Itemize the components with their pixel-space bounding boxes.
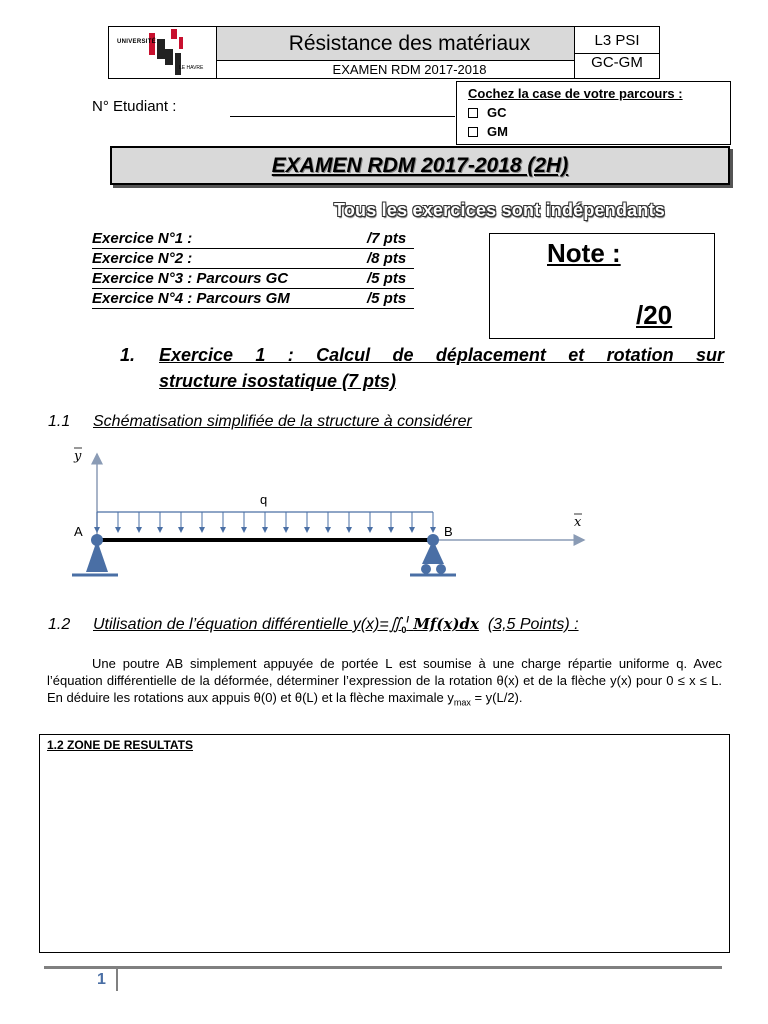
roller-b-2 [436,564,446,574]
exercise-points: /7 pts [367,230,407,247]
logo-text-university: UNIVERSITÉ [117,39,157,45]
footer-separator [116,968,118,991]
exercise-label: Exercice N°4 : Parcours GM [92,290,290,307]
section-title-line-2: structure isostatique (7 pts) [159,371,397,391]
support-a [86,540,108,572]
checkbox-gc[interactable] [468,108,478,118]
course-title: Résistance des matériaux [217,26,575,61]
exercise-statement [47,655,722,712]
exercise-label: Exercice N°2 : [92,250,193,267]
result-zone-label: 1.2 ZONE DE RESULTATS [47,738,194,752]
subsection-title-text: Utilisation de l’équation différentielle y(x)=∬ [93,616,402,633]
exercise-row [92,289,414,309]
statement-end: = y(L/2). [470,690,523,705]
exam-subtitle: EXAMEN RDM 2017-2018 [217,61,575,79]
exercise-label: Exercice N°3 : Parcours GC [92,270,289,287]
subsection-1-1 [48,413,472,431]
parcours-box [456,81,731,145]
exercise-list [92,229,414,309]
logo-text-city: LE HAVRE [179,65,204,71]
student-number-label: N° Etudiant : [92,98,177,115]
result-zone[interactable] [39,734,730,953]
note-box[interactable] [489,233,715,339]
integral-formula: Mf(x)dx [413,615,479,633]
y-axis-label: y [74,449,82,464]
level-line-1: L3 PSI [594,32,640,49]
parcours-option-gm[interactable] [468,124,730,139]
exercise-label: Exercice N°1 : [92,230,193,247]
page-number: 1 [97,971,106,988]
student-number-field[interactable] [230,116,455,117]
footer-rule [44,966,722,969]
support-b [422,540,444,564]
statement-text: Une poutre AB simplement appuyée de portée L est soumise à une charge répartie uniforme q. Avec l’équation différentielle de la déformée, déterminer l’expression de la rotation θ(x) et de la flèche y(x) pour 0 ≤ x ≤ L. En déduire les rotations aux appuis θ(0) et θ(L) et la flèche maximale y [47,656,722,705]
exercise-row [92,269,414,289]
checkbox-gm[interactable] [468,127,478,137]
section-number: 1. [120,345,136,365]
exercise-points: /8 pts [367,250,407,267]
beam-diagram [60,444,600,584]
x-axis-label: x [574,515,582,530]
subsection-number: 1.2 [48,616,71,633]
exercise-row [92,229,414,249]
level-box [575,26,660,79]
parcours-option-gc[interactable] [468,105,730,120]
subsection-title [93,614,479,636]
section-title-line-1: Exercice 1 : Calcul de déplacement et rotation sur [159,345,724,365]
support-a-label: A [74,524,83,539]
logo-shapes [109,27,218,80]
exercise-points: /5 pts [367,290,407,307]
exercise-points: /5 pts [367,270,407,287]
load-arrows [97,512,433,532]
level-line-2: GC-GM [591,54,643,71]
note-label: Note : [547,238,621,268]
support-b-label: B [444,524,453,539]
exam-banner: EXAMEN RDM 2017-2018 (2H) [110,146,730,185]
roller-b-1 [421,564,431,574]
subsection-title: Schématisation simplifiée de la structure à considérer [93,413,472,430]
level-divider [575,53,659,54]
parcours-option-label: GM [487,124,508,139]
integral-lower: 0 [401,625,407,636]
parcours-heading: Cochez la case de votre parcours : [468,86,683,101]
independent-note: Tous les exercices sont indépendants [334,200,665,220]
integral-upper: l [406,614,409,625]
subsection-number: 1.1 [48,413,71,430]
statement-sub: max [453,697,471,708]
load-label: q [260,492,268,507]
exercise-row [92,249,414,269]
parcours-option-label: GC [487,105,507,120]
subsection-1-2 [48,614,579,635]
university-logo [108,26,217,79]
note-total: /20 [636,300,673,330]
subsection-points: (3,5 Points) : [487,616,579,633]
